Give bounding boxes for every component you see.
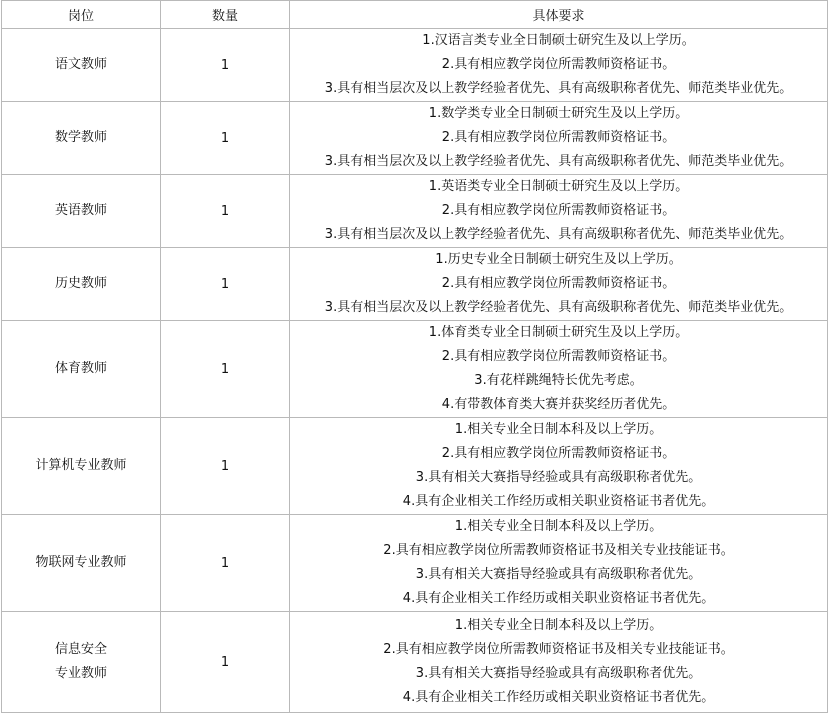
requirements-cell — [290, 612, 828, 713]
header-requirements: 具体要求 — [290, 1, 828, 29]
requirement-item: 1.相关专业全日制本科及以上学历。 — [454, 519, 663, 534]
requirement-item: 3.具有相当层次及以上教学经验者优先、具有高级职称者优先、师范类毕业优先。 — [324, 81, 793, 96]
position-cell — [2, 515, 161, 612]
requirements-cell — [290, 418, 828, 515]
quantity-cell: 1 — [161, 175, 290, 248]
requirement-item: 4.具有企业相关工作经历或相关职业资格证书者优先。 — [402, 591, 715, 606]
requirements-cell — [290, 248, 828, 321]
requirement-item: 2.具有相应教学岗位所需教师资格证书。 — [441, 57, 676, 72]
requirement-item: 3.有花样跳绳特长优先考虑。 — [474, 373, 643, 388]
position-cell — [2, 29, 161, 102]
requirement-item: 3.具有相关大赛指导经验或具有高级职称者优先。 — [415, 567, 702, 582]
position-name: 语文教师 — [54, 57, 107, 72]
position-name: 计算机专业教师 — [35, 458, 127, 473]
table-row — [2, 175, 828, 248]
requirement-item: 1.相关专业全日制本科及以上学历。 — [454, 422, 663, 437]
header-quantity: 数量 — [161, 1, 290, 29]
requirement-item: 1.英语类专业全日制硕士研究生及以上学历。 — [428, 179, 689, 194]
requirement-item: 2.具有相应教学岗位所需教师资格证书。 — [441, 349, 676, 364]
position-cell — [2, 248, 161, 321]
position-cell — [2, 175, 161, 248]
requirement-item: 1.相关专业全日制本科及以上学历。 — [454, 618, 663, 633]
requirements-cell — [290, 29, 828, 102]
quantity-cell: 1 — [161, 102, 290, 175]
requirement-item: 3.具有相当层次及以上教学经验者优先、具有高级职称者优先、师范类毕业优先。 — [324, 227, 793, 242]
position-name: 历史教师 — [54, 276, 107, 291]
requirement-item: 2.具有相应教学岗位所需教师资格证书。 — [441, 203, 676, 218]
table-row — [2, 321, 828, 418]
requirement-item: 1.数学类专业全日制硕士研究生及以上学历。 — [428, 106, 689, 121]
requirement-item: 1.汉语言类专业全日制硕士研究生及以上学历。 — [422, 33, 695, 48]
position-name: 信息安全 — [54, 642, 107, 657]
requirement-item: 3.具有相关大赛指导经验或具有高级职称者优先。 — [415, 666, 702, 681]
position-name: 体育教师 — [54, 361, 107, 376]
requirement-item: 4.具有企业相关工作经历或相关职业资格证书者优先。 — [402, 494, 715, 509]
quantity-cell: 1 — [161, 515, 290, 612]
requirement-item: 2.具有相应教学岗位所需教师资格证书及相关专业技能证书。 — [383, 642, 734, 657]
table-body — [2, 29, 828, 713]
requirement-item: 3.具有相关大赛指导经验或具有高级职称者优先。 — [415, 470, 702, 485]
requirement-item: 2.具有相应教学岗位所需教师资格证书。 — [441, 130, 676, 145]
table-row — [2, 248, 828, 321]
requirement-item: 2.具有相应教学岗位所需教师资格证书。 — [441, 446, 676, 461]
position-cell — [2, 418, 161, 515]
requirement-item: 3.具有相当层次及以上教学经验者优先、具有高级职称者优先、师范类毕业优先。 — [324, 154, 793, 169]
position-name: 英语教师 — [54, 203, 107, 218]
table-row — [2, 29, 828, 102]
header-row — [2, 1, 828, 29]
position-cell — [2, 321, 161, 418]
table-row — [2, 515, 828, 612]
requirement-item: 3.具有相当层次及以上教学经验者优先、具有高级职称者优先、师范类毕业优先。 — [324, 300, 793, 315]
table-row — [2, 612, 828, 713]
requirement-item: 1.历史专业全日制硕士研究生及以上学历。 — [435, 252, 682, 267]
table-row — [2, 418, 828, 515]
quantity-cell: 1 — [161, 29, 290, 102]
quantity-cell: 1 — [161, 612, 290, 713]
requirements-cell — [290, 175, 828, 248]
quantity-cell: 1 — [161, 321, 290, 418]
header-position: 岗位 — [2, 1, 161, 29]
quantity-cell: 1 — [161, 248, 290, 321]
position-cell — [2, 612, 161, 713]
requirement-item: 2.具有相应教学岗位所需教师资格证书。 — [441, 276, 676, 291]
position-cell — [2, 102, 161, 175]
requirement-item: 4.有带教体育类大赛并获奖经历者优先。 — [441, 397, 676, 412]
recruitment-table — [1, 0, 828, 713]
position-name: 专业教师 — [54, 666, 107, 681]
requirement-item: 1.体育类专业全日制硕士研究生及以上学历。 — [428, 325, 689, 340]
requirement-item: 4.具有企业相关工作经历或相关职业资格证书者优先。 — [402, 690, 715, 705]
requirement-item: 2.具有相应教学岗位所需教师资格证书及相关专业技能证书。 — [383, 543, 734, 558]
position-name: 物联网专业教师 — [35, 555, 127, 570]
quantity-cell: 1 — [161, 418, 290, 515]
position-name: 数学教师 — [54, 130, 107, 145]
requirements-cell — [290, 321, 828, 418]
table-row — [2, 102, 828, 175]
requirements-cell — [290, 102, 828, 175]
requirements-cell — [290, 515, 828, 612]
